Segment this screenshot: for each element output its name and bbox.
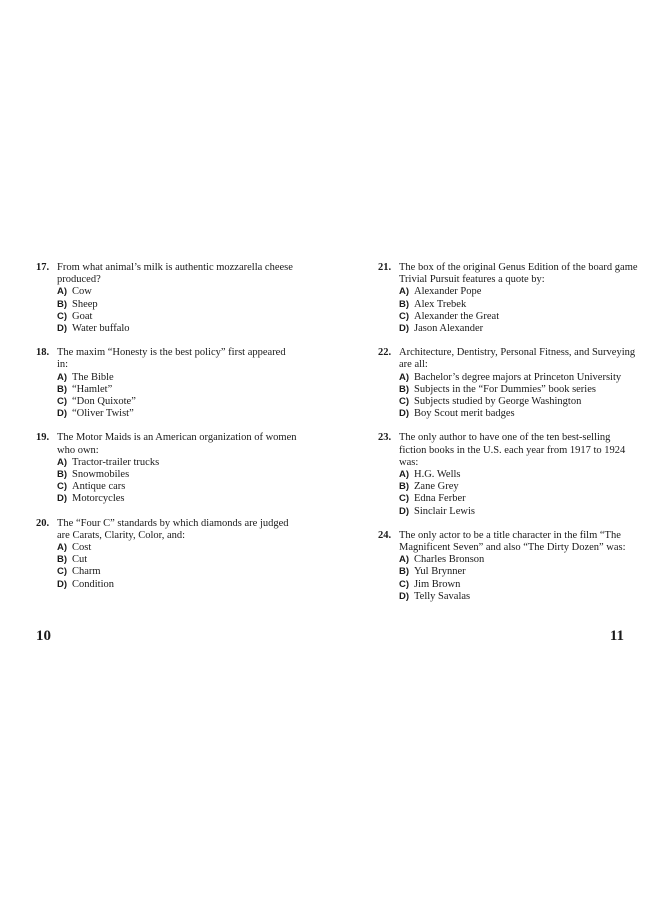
question-text: From what animal’s milk is authentic mozzarella cheese produced? [57, 262, 293, 286]
page-number-right: 11 [609, 628, 624, 644]
option-text: “Hamlet” [72, 383, 113, 395]
answer-option [399, 384, 640, 396]
answer-option [399, 554, 640, 566]
option-letter: B) [57, 469, 68, 481]
option-text: Alex Trebek [414, 298, 467, 310]
question-22 [378, 347, 640, 420]
answer-option [57, 542, 298, 554]
option-letter: A) [399, 554, 410, 566]
option-letter: D) [57, 493, 68, 505]
option-letter: A) [57, 542, 68, 554]
option-text: Sheep [72, 298, 98, 310]
option-text: Jim Brown [414, 578, 461, 590]
question-21 [378, 262, 640, 335]
option-text: Cow [72, 286, 92, 298]
answer-options [399, 469, 640, 518]
option-text: Telly Savalas [414, 590, 471, 602]
option-text: Antique cars [72, 481, 126, 493]
question-19 [36, 432, 298, 505]
option-letter: A) [57, 371, 68, 383]
option-letter: A) [57, 456, 68, 468]
option-letter: A) [399, 469, 410, 481]
option-text: Alexander the Great [414, 310, 500, 322]
answer-options [57, 372, 298, 421]
option-text: Charles Bronson [414, 554, 485, 566]
answer-option [399, 493, 640, 505]
option-letter: C) [399, 493, 410, 505]
answer-options [399, 554, 640, 603]
question-text: The only actor to be a title character in the film “The Magnificent Seven” and also “The Dirty Dozen” was: [399, 529, 626, 554]
question-text: The only author to have one of the ten best-selling fiction books in the U.S. each year from 1917 to 1924 was: [399, 432, 626, 468]
answer-options [57, 542, 298, 591]
question-17 [36, 262, 298, 335]
question-number: 24. [378, 529, 392, 541]
answer-option [57, 554, 298, 566]
answer-option [399, 286, 640, 298]
question-number: 21. [378, 262, 392, 273]
option-text: Tractor-trailer trucks [72, 456, 160, 468]
option-text: Boy Scout merit badges [414, 408, 515, 420]
question-number: 19. [36, 432, 50, 444]
option-letter: C) [57, 310, 68, 322]
option-text: “Don Quixote” [72, 396, 136, 408]
option-text: “Oliver Twist” [72, 408, 134, 420]
option-letter: B) [57, 383, 68, 395]
option-text: H.G. Wells [414, 469, 461, 481]
right-page-column [378, 262, 640, 615]
option-letter: C) [399, 578, 410, 590]
answer-option [57, 408, 298, 420]
option-text: Snowmobiles [72, 469, 130, 481]
answer-option [57, 469, 298, 481]
question-23 [378, 432, 640, 517]
option-text: Jason Alexander [414, 323, 484, 335]
option-letter: D) [399, 408, 410, 420]
answer-option [57, 566, 298, 578]
option-letter: B) [57, 554, 68, 566]
question-number: 18. [36, 347, 50, 359]
option-text: Bachelor’s degree majors at Princeton University [414, 371, 622, 383]
option-letter: D) [57, 578, 68, 590]
answer-option [399, 469, 640, 481]
option-text: Water buffalo [72, 323, 130, 335]
question-text: The maxim “Honesty is the best policy” first appeared in: [57, 347, 286, 371]
option-text: The Bible [72, 371, 114, 383]
question-24 [378, 530, 640, 603]
option-letter: A) [399, 286, 410, 298]
option-letter: C) [399, 396, 410, 408]
option-text: Cost [72, 542, 92, 554]
answer-option [57, 579, 298, 591]
option-letter: D) [57, 323, 68, 335]
option-text: Zane Grey [414, 481, 459, 493]
option-letter: B) [57, 298, 68, 310]
answer-option [57, 384, 298, 396]
question-text: The box of the original Genus Edition of the board game Trivial Pursuit features a quote by: [399, 262, 638, 286]
answer-option [399, 408, 640, 420]
answer-option [399, 299, 640, 311]
option-text: Subjects studied by George Washington [414, 396, 582, 408]
option-text: Subjects in the “For Dummies” book series [414, 383, 596, 395]
option-letter: A) [399, 371, 410, 383]
answer-options [399, 286, 640, 335]
question-20 [36, 518, 298, 591]
question-number: 22. [378, 347, 392, 359]
answer-option [57, 493, 298, 505]
answer-option [57, 396, 298, 408]
option-letter: A) [57, 286, 68, 298]
page-number-left: 10 [36, 628, 51, 644]
question-text: The “Four C” standards by which diamonds are judged are Carats, Clarity, Color, and: [57, 517, 289, 541]
option-text: Alexander Pope [414, 286, 482, 298]
option-letter: B) [399, 383, 410, 395]
answer-option [399, 323, 640, 335]
option-letter: D) [399, 323, 410, 335]
option-letter: D) [57, 408, 68, 420]
option-text: Sinclair Lewis [414, 505, 475, 517]
question-number: 23. [378, 432, 392, 444]
answer-option [57, 323, 298, 335]
answer-option [57, 299, 298, 311]
question-text: The Motor Maids is an American organization of women who own: [57, 432, 297, 456]
answer-option [57, 457, 298, 469]
left-page-column [36, 262, 298, 603]
option-letter: B) [399, 566, 410, 578]
option-letter: D) [399, 505, 410, 517]
option-text: Condition [72, 578, 115, 590]
answer-option [57, 481, 298, 493]
answer-options [57, 457, 298, 506]
option-letter: C) [57, 566, 68, 578]
option-text: Yul Brynner [414, 566, 466, 578]
option-letter: C) [57, 396, 68, 408]
question-number: 20. [36, 517, 50, 529]
option-letter: C) [399, 310, 410, 322]
answer-option [399, 481, 640, 493]
answer-option [399, 311, 640, 323]
answer-option [399, 579, 640, 591]
answer-option [399, 566, 640, 578]
option-letter: D) [399, 590, 410, 602]
option-text: Edna Ferber [414, 493, 466, 505]
answer-option [399, 372, 640, 384]
answer-option [399, 506, 640, 518]
option-letter: C) [57, 481, 68, 493]
answer-option [57, 286, 298, 298]
option-text: Goat [72, 310, 93, 322]
option-text: Motorcycles [72, 493, 125, 505]
question-number: 17. [36, 262, 50, 273]
question-text: Architecture, Dentistry, Personal Fitness, and Surveying are all: [399, 347, 636, 371]
answer-option [399, 591, 640, 603]
question-18 [36, 347, 298, 420]
answer-options [57, 286, 298, 335]
option-letter: B) [399, 481, 410, 493]
option-text: Charm [72, 566, 101, 578]
answer-option [57, 372, 298, 384]
answer-option [57, 311, 298, 323]
answer-option [399, 396, 640, 408]
option-letter: B) [399, 298, 410, 310]
answer-options [399, 372, 640, 421]
option-text: Cut [72, 554, 88, 566]
